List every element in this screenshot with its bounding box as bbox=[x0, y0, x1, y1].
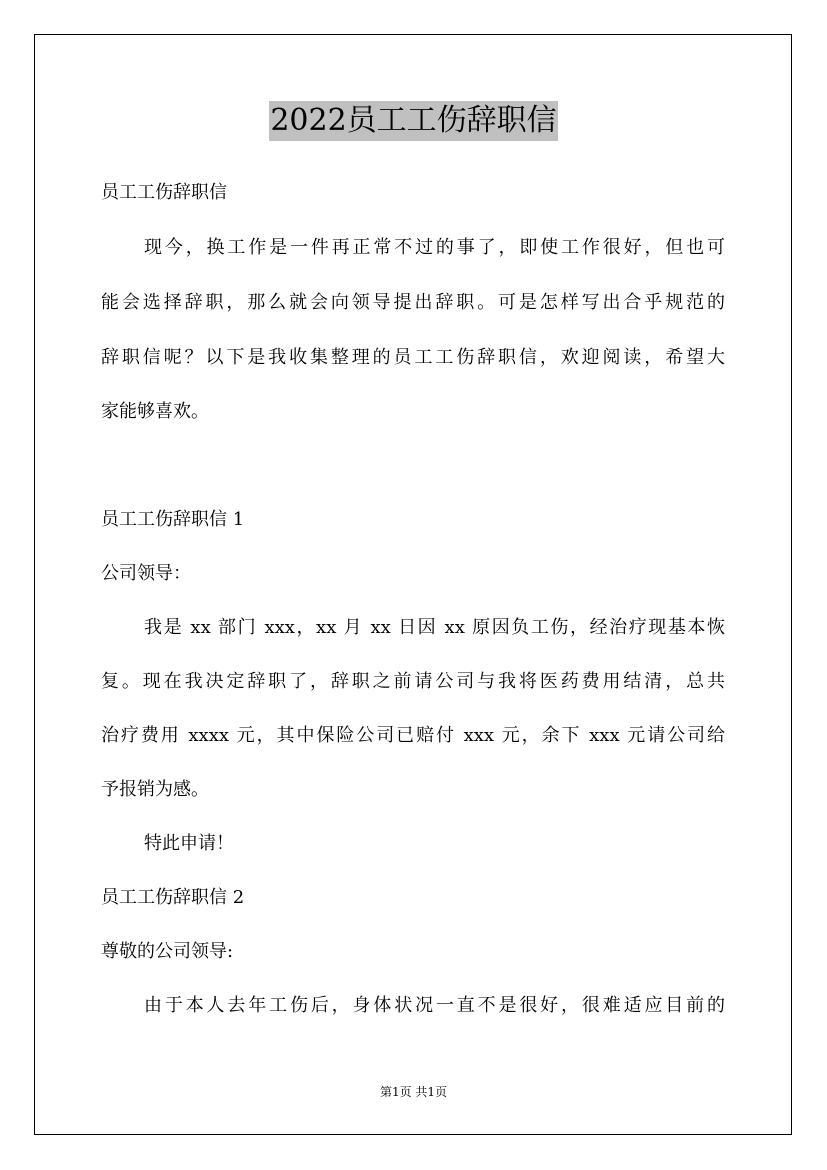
letter1-body-line-2: 复。现在我决定辞职了，辞职之前请公司与我将医药费用结清，总共 bbox=[101, 671, 725, 692]
intro-line-3: 辞职信呢？以下是我收集整理的员工工伤辞职信，欢迎阅读，希望大 bbox=[101, 347, 725, 368]
letter2-body-line-1: 由于本人去年工伤后，身体状况一直不是很好，很难适应目前的 bbox=[144, 995, 725, 1016]
letter1-salutation: 公司领导： bbox=[101, 563, 191, 584]
intro-line-1: 现今，换工作是一件再正常不过的事了，即使工作很好，但也可 bbox=[144, 237, 725, 258]
intro-line-4: 家能够喜欢。 bbox=[101, 401, 209, 422]
letter1-body-line-4: 予报销为感。 bbox=[101, 779, 209, 800]
section-heading: 员工工伤辞职信 bbox=[101, 182, 227, 203]
letter1-heading: 员工工伤辞职信 1 bbox=[101, 509, 245, 530]
letter1-body-line-1: 我是 xx 部门 xxx，xx 月 xx 日因 xx 原因负工伤，经治疗现基本恢 bbox=[144, 617, 725, 638]
letter2-heading: 员工工伤辞职信 2 bbox=[101, 887, 245, 908]
document-title: 2022员工工伤辞职信 bbox=[269, 101, 557, 141]
letter1-body-line-3: 治疗费用 xxxx 元，其中保险公司已赔付 xxx 元，余下 xxx 元请公司给 bbox=[101, 725, 725, 746]
intro-line-2: 能会选择辞职，那么就会向领导提出辞职。可是怎样写出合乎规范的 bbox=[101, 292, 725, 313]
letter1-closing: 特此申请！ bbox=[144, 833, 234, 854]
page-footer: 第1页 共1页 bbox=[379, 1085, 448, 1099]
title-container bbox=[0, 101, 827, 141]
letter2-salutation: 尊敬的公司领导: bbox=[101, 941, 234, 962]
